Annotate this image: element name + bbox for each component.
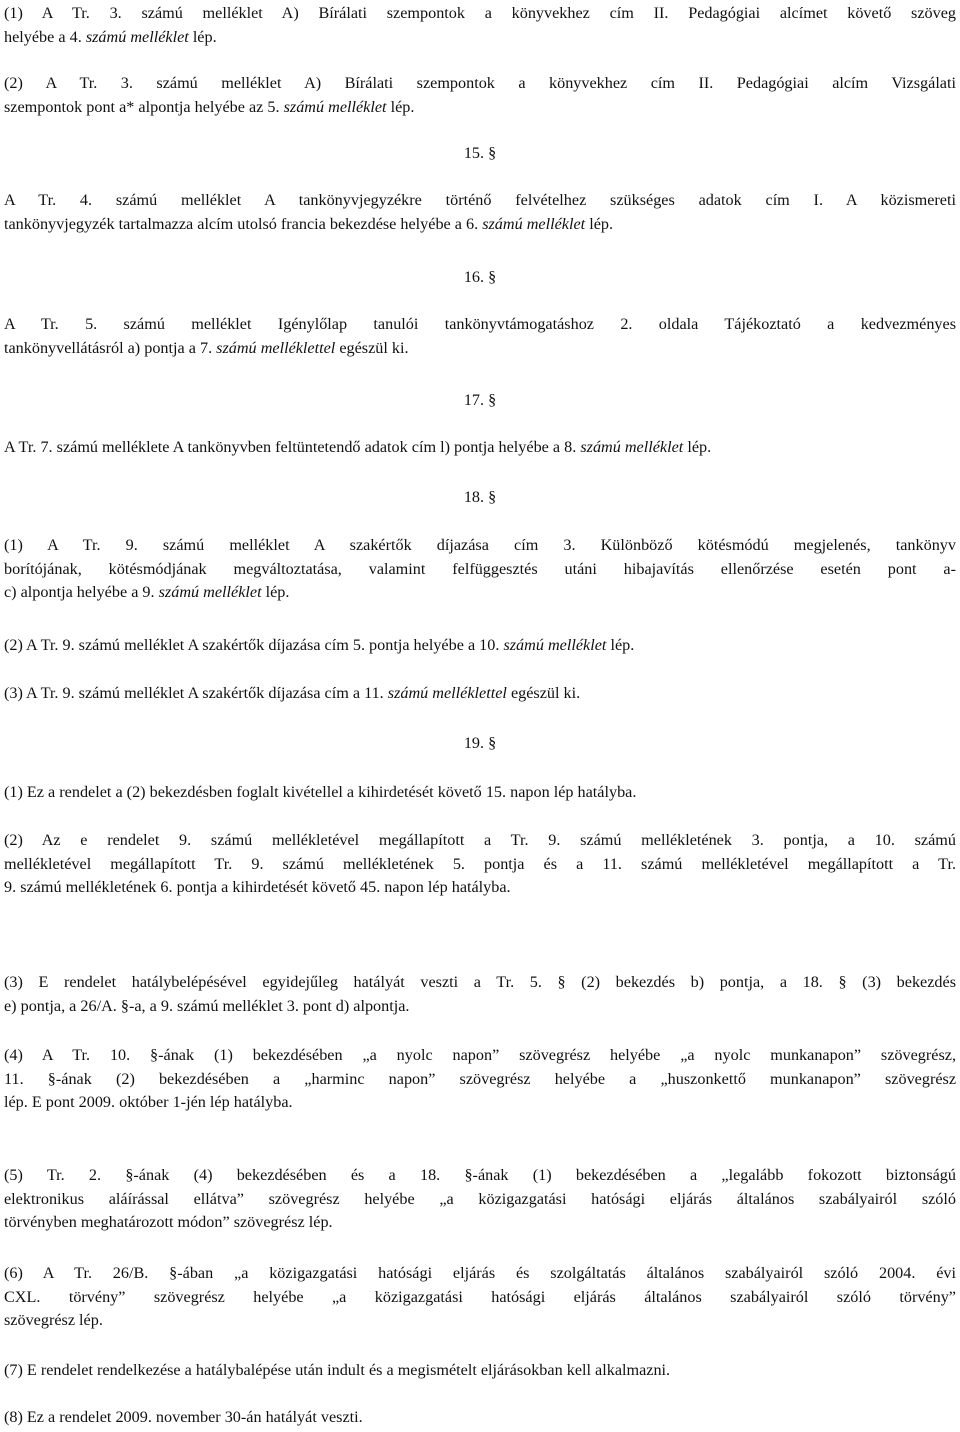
section-heading-19: 19. §	[463, 734, 497, 752]
section-heading-17: 17. §	[463, 391, 497, 409]
text-span: lép.	[261, 583, 290, 601]
section-heading-18: 18. §	[463, 488, 497, 506]
text-span: c) alpontja helyébe a 9.	[4, 583, 159, 601]
paragraph-line	[4, 337, 956, 361]
paragraph-line: A Tr. 5. számú melléklet Igénylőlap tanulói tankönyvtámogatáshoz 2. oldala Tájékoztató a kedvezményes	[4, 315, 956, 333]
paragraph-line: szövegrész lép.	[4, 1311, 103, 1329]
paragraph-line: (8) Ez a rendelet 2009. november 30-án hatályát veszti.	[4, 1408, 363, 1426]
paragraph-line: CXL. törvény” szövegrész helyébe „a közigazgatási hatósági eljárás általános szabályairól szóló törvény”	[4, 1287, 956, 1306]
text-span: helyébe a 4.	[4, 27, 86, 46]
paragraph-line: (6) A Tr. 26/B. §-ában „a közigazgatási hatósági eljárás és szolgáltatás általános szabályairól szóló 2004. évi	[4, 1264, 956, 1282]
paragraph-19-6	[4, 1262, 956, 1333]
paragraph-18-1	[4, 534, 956, 605]
paragraph-line: lép. E pont 2009. október 1-jén lép hatályba.	[4, 1093, 293, 1111]
text-span: lép.	[188, 27, 217, 46]
paragraph-line	[4, 96, 956, 120]
text-span: tankönyvjegyzék tartalmazza alcím utolsó francia bekezdése helyébe a 6.	[4, 214, 483, 233]
paragraph-line	[4, 682, 956, 706]
text-span: lép.	[386, 97, 415, 116]
paragraph-19-3	[4, 971, 956, 1018]
paragraph-line	[4, 436, 956, 460]
paragraph-18-3	[4, 682, 956, 706]
text-span: A Tr. 7. számú melléklete A tankönyvben feltüntetendő adatok cím l) pontja helyébe a 8.	[4, 438, 581, 456]
italic-span: számú melléklet	[158, 583, 262, 601]
paragraph-line: 11. §-ának (2) bekezdésében a „harminc napon” szövegrész helyébe a „huszonkettő munkanapon” szövegrész	[4, 1069, 956, 1088]
paragraph-15	[4, 189, 956, 236]
text-span: lép.	[683, 438, 712, 456]
paragraph-line: elektronikus aláírással ellátva” szövegrész helyébe „a közigazgatási hatósági eljárás általános szabályairól szóló	[4, 1189, 956, 1208]
paragraph-line: borítójának, kötésmódjának megváltoztatása, valamint felfüggesztés utáni hibajavítás ellenőrzése esetén pont a-	[4, 559, 956, 578]
paragraph-line: (1) Ez a rendelet a (2) bekezdésben foglalt kivétellel a kihirdetését követő 15. napon lép hatályba.	[4, 783, 637, 801]
paragraph-17	[4, 436, 956, 460]
text-span: lép.	[606, 636, 635, 654]
italic-span: számú melléklettel	[387, 684, 507, 702]
paragraph-line: e) pontja, a 26/A. §-a, a 9. számú melléklet 3. pont d) alpontja.	[4, 996, 410, 1015]
paragraph-line: (2) Az e rendelet 9. számú mellékletével megállapított a Tr. 9. számú mellékletének 3. pontja, a 10. számú	[4, 831, 956, 849]
paragraph-16	[4, 313, 956, 360]
text-span: egészül ki.	[506, 684, 581, 702]
paragraph-19-8	[4, 1406, 956, 1430]
paragraph-line: (3) E rendelet hatálybelépésével egyidejűleg hatályát veszti a Tr. 5. § (2) bekezdés b) pontja, a 18. § (3) bekezdés	[4, 973, 956, 991]
italic-span: számú melléklet	[85, 27, 189, 46]
italic-span: számú melléklettel	[216, 338, 336, 357]
italic-span: számú melléklet	[580, 438, 684, 456]
paragraph-line: 9. számú mellékletének 6. pontja a kihirdetését követő 45. napon lép hatályba.	[4, 878, 511, 896]
paragraph-line: (4) A Tr. 10. §-ának (1) bekezdésében „a nyolc napon” szövegrész helyébe „a nyolc munkanapon” szövegrész,	[4, 1046, 956, 1064]
paragraph-line: (1) A Tr. 9. számú melléklet A szakértők díjazása cím 3. Különböző kötésmódú megjelenés, tankönyv	[4, 536, 956, 554]
italic-span: számú melléklet	[503, 636, 607, 654]
paragraph-14-1	[4, 2, 956, 49]
paragraph-19-1	[4, 781, 956, 805]
paragraph-line: (5) Tr. 2. §-ának (4) bekezdésében és a 18. §-ának (1) bekezdésében a „legalább fokozott biztonságú	[4, 1166, 956, 1184]
paragraph-19-4	[4, 1044, 956, 1115]
text-span: lép.	[585, 214, 614, 233]
text-span: (2) A Tr. 9. számú melléklet A szakértők díjazása cím 5. pontja helyébe a 10.	[4, 636, 504, 654]
text-span: szempontok pont a* alpontja helyébe az 5.	[4, 97, 284, 116]
paragraph-line	[4, 581, 956, 605]
paragraph-19-5	[4, 1164, 956, 1235]
paragraph-line	[4, 26, 956, 50]
section-heading-16: 16. §	[463, 268, 497, 286]
paragraph-19-2	[4, 829, 956, 900]
text-span: egészül ki.	[335, 338, 409, 357]
paragraph-line	[4, 213, 956, 237]
paragraph-line: (7) E rendelet rendelkezése a hatálybalépése után indult és a megismételt eljárásokban kell alkalmazni.	[4, 1361, 671, 1379]
paragraph-line: (2) A Tr. 3. számú melléklet A) Bírálati szempontok a könyvekhez cím II. Pedagógiai alcím Vizsgálati	[4, 74, 956, 92]
paragraph-19-7	[4, 1359, 956, 1383]
paragraph-line: (1) A Tr. 3. számú melléklet A) Bírálati szempontok a könyvekhez cím II. Pedagógiai alcímet követő szöveg	[4, 4, 956, 22]
paragraph-18-2	[4, 634, 956, 658]
section-heading-15: 15. §	[463, 144, 497, 162]
paragraph-line: törvényben meghatározott módon” szövegrész lép.	[4, 1213, 333, 1231]
paragraph-line	[4, 634, 956, 658]
italic-span: számú melléklet	[283, 97, 387, 116]
text-span: (3) A Tr. 9. számú melléklet A szakértők díjazása cím a 11.	[4, 684, 388, 702]
paragraph-line: mellékletével megállapított Tr. 9. számú mellékletének 5. pontja és a 11. számú mellékletével megállapított a Tr.	[4, 854, 956, 873]
paragraph-line: A Tr. 4. számú melléklet A tankönyvjegyzékre történő felvételhez szükséges adatok cím I. A közismereti	[4, 191, 956, 209]
paragraph-14-2	[4, 72, 956, 119]
italic-span: számú melléklet	[482, 214, 586, 233]
text-span: tankönyvellátásról a) pontja a 7.	[4, 338, 217, 357]
